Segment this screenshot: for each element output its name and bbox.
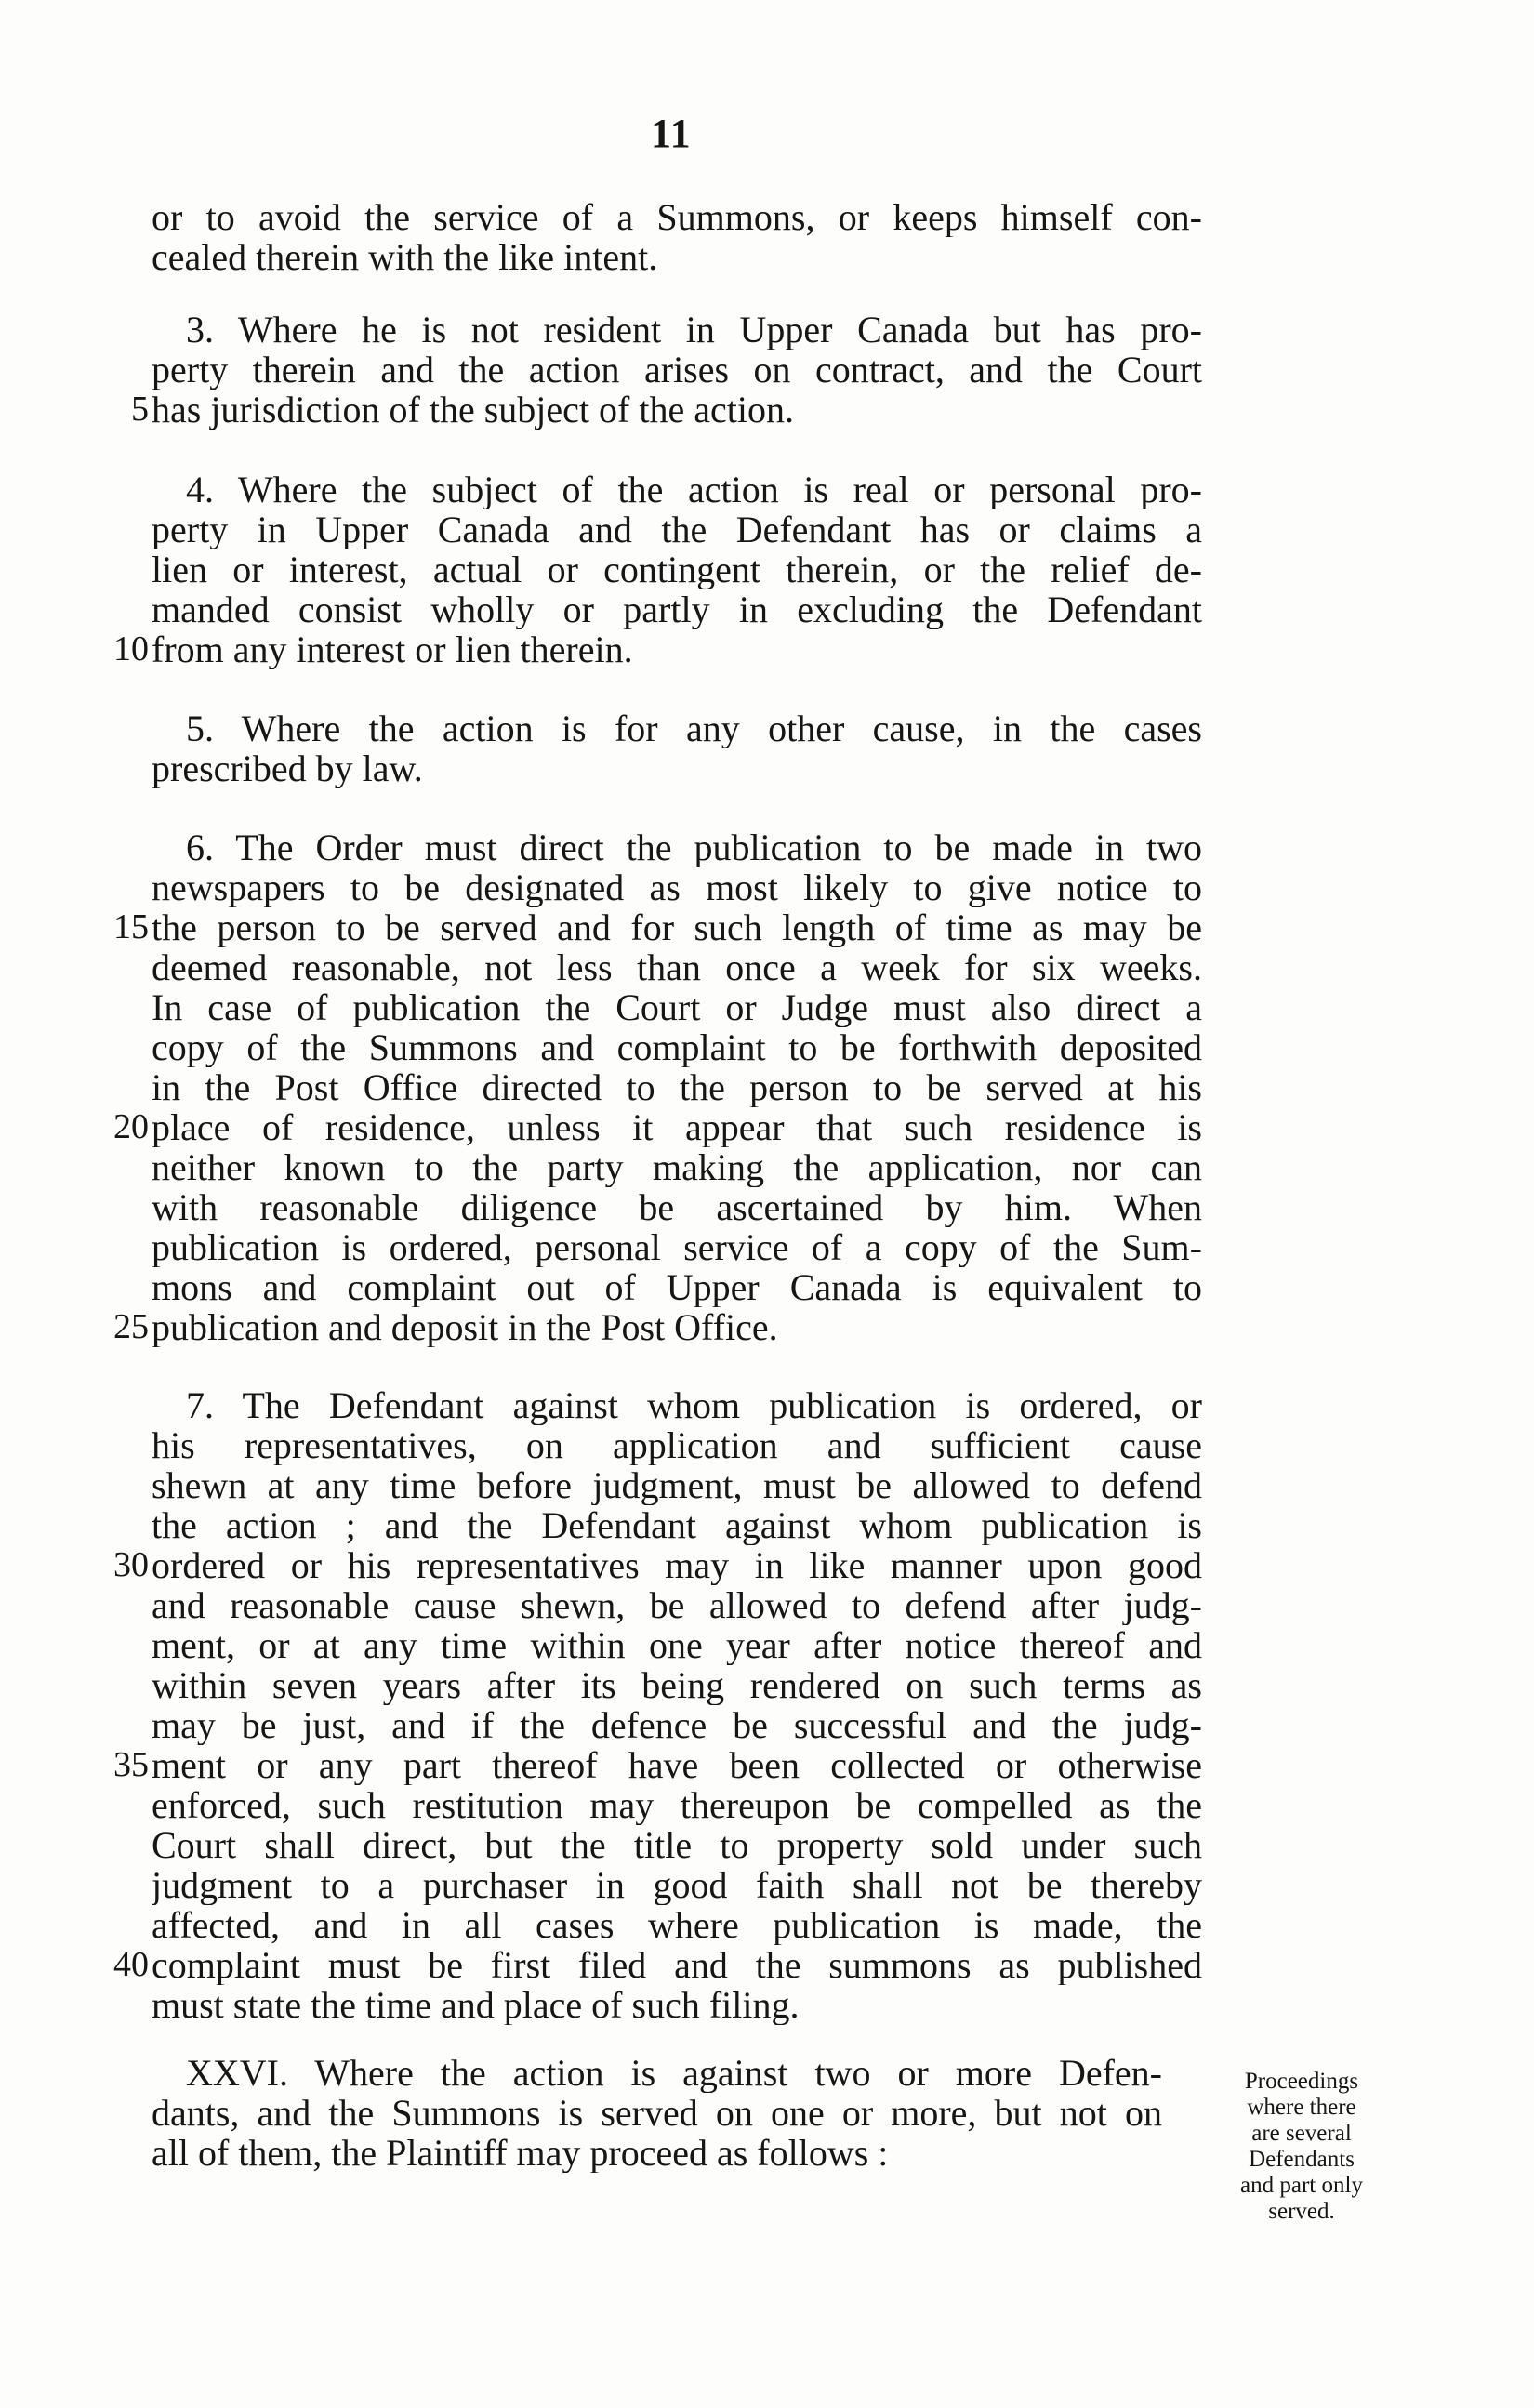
text-line: deemed reasonable, not less than once a week for six weeks.	[152, 947, 1202, 987]
marginal-note-line: and part only	[1240, 2173, 1363, 2198]
text-line: place of residence, unless it appear that such residence is	[152, 1107, 1202, 1147]
line-number: 15	[113, 907, 149, 946]
text-line: has jurisdiction of the subject of the action.	[152, 390, 794, 430]
line-number: 20	[113, 1107, 149, 1146]
text-line: cealed therein with the like intent.	[152, 237, 658, 277]
text-line: publication is ordered, personal service of a copy of the Sum-	[152, 1227, 1202, 1267]
paragraph-3	[0, 310, 1534, 430]
text-line: neither known to the party making the application, nor can	[152, 1147, 1202, 1187]
line-number: 35	[113, 1745, 149, 1784]
text-line: 3. Where he is not resident in Upper Canada but has pro-	[186, 310, 1202, 350]
text-line: all of them, the Plaintiff may proceed as follows :	[152, 2133, 889, 2173]
marginal-note-line: are several	[1251, 2121, 1352, 2146]
text-line: Court shall direct, but the title to property sold under such	[152, 1825, 1202, 1865]
text-line: within seven years after its being rendered on such terms as	[152, 1665, 1202, 1705]
text-line: his representatives, on application and sufficient cause	[152, 1425, 1202, 1465]
line-number: 25	[113, 1307, 149, 1346]
text-line: lien or interest, actual or contingent therein, or the relief de-	[152, 549, 1202, 589]
text-line: ment, or at any time within one year after notice thereof and	[152, 1625, 1202, 1665]
text-line: 5. Where the action is for any other cause, in the cases	[186, 708, 1202, 748]
text-line: and reasonable cause shewn, be allowed to defend after judg-	[152, 1585, 1202, 1625]
text-line: ment or any part thereof have been collected or otherwise	[152, 1745, 1202, 1785]
text-line: manded consist wholly or partly in excluding the Defendant	[152, 589, 1202, 629]
text-line: copy of the Summons and complaint to be forthwith deposited	[152, 1027, 1202, 1067]
text-line: perty in Upper Canada and the Defendant has or claims a	[152, 509, 1202, 549]
text-line: prescribed by law.	[152, 748, 423, 788]
text-line: 4. Where the subject of the action is real or personal pro-	[186, 470, 1202, 509]
paragraph-6	[0, 827, 1534, 1347]
text-line: judgment to a purchaser in good faith shall not be thereby	[152, 1865, 1202, 1905]
text-line: publication and deposit in the Post Office.	[152, 1307, 778, 1347]
text-line: 7. The Defendant against whom publication is ordered, or	[186, 1385, 1202, 1425]
text-line: must state the time and place of such filing.	[152, 1985, 800, 2025]
marginal-note-line: Defendants	[1249, 2147, 1355, 2172]
text-line: mons and complaint out of Upper Canada is equivalent to	[152, 1267, 1202, 1307]
page-number: 11	[651, 111, 692, 156]
marginal-note	[1209, 2069, 1395, 2225]
text-line: from any interest or lien therein.	[152, 629, 633, 669]
line-number: 10	[113, 629, 149, 668]
text-line: complaint must be first filed and the summons as published	[152, 1945, 1202, 1985]
text-line: shewn at any time before judgment, must be allowed to defend	[152, 1465, 1202, 1505]
text-line: In case of publication the Court or Judge must also direct a	[152, 987, 1202, 1027]
line-number: 30	[113, 1545, 149, 1584]
marginal-note-line: Proceedings	[1244, 2069, 1359, 2094]
text-line: perty therein and the action arises on contract, and the Court	[152, 350, 1202, 390]
paragraph-7	[0, 1385, 1534, 2025]
text-line: may be just, and if the defence be successful and the judg-	[152, 1705, 1202, 1745]
paragraph-continuation	[0, 197, 1534, 277]
text-line: in the Post Office directed to the person to be served at his	[152, 1067, 1202, 1107]
text-line: 6. The Order must direct the publication to be made in two	[186, 827, 1202, 867]
text-line: with reasonable diligence be ascertained by him. When	[152, 1187, 1202, 1227]
text-line: the person to be served and for such length of time as may be	[152, 907, 1202, 947]
marginal-note-line: served.	[1268, 2199, 1335, 2224]
text-line: the action ; and the Defendant against whom publication is	[152, 1505, 1202, 1545]
line-number: 40	[113, 1945, 149, 1984]
text-line: newspapers to be designated as most likely to give notice to	[152, 867, 1202, 907]
text-line: dants, and the Summons is served on one or more, but not on	[152, 2093, 1162, 2133]
text-line: ordered or his representatives may in like manner upon good	[152, 1545, 1202, 1585]
paragraph-5	[0, 708, 1534, 788]
text-line: enforced, such restitution may thereupon be compelled as the	[152, 1785, 1202, 1825]
text-line: affected, and in all cases where publication is made, the	[152, 1905, 1202, 1945]
text-line: XXVI. Where the action is against two or more Defen-	[186, 2053, 1162, 2093]
text-line: or to avoid the service of a Summons, or keeps himself con-	[152, 197, 1202, 237]
paragraph-4	[0, 470, 1534, 669]
marginal-note-line: where there	[1247, 2095, 1356, 2120]
line-number: 5	[131, 390, 149, 429]
